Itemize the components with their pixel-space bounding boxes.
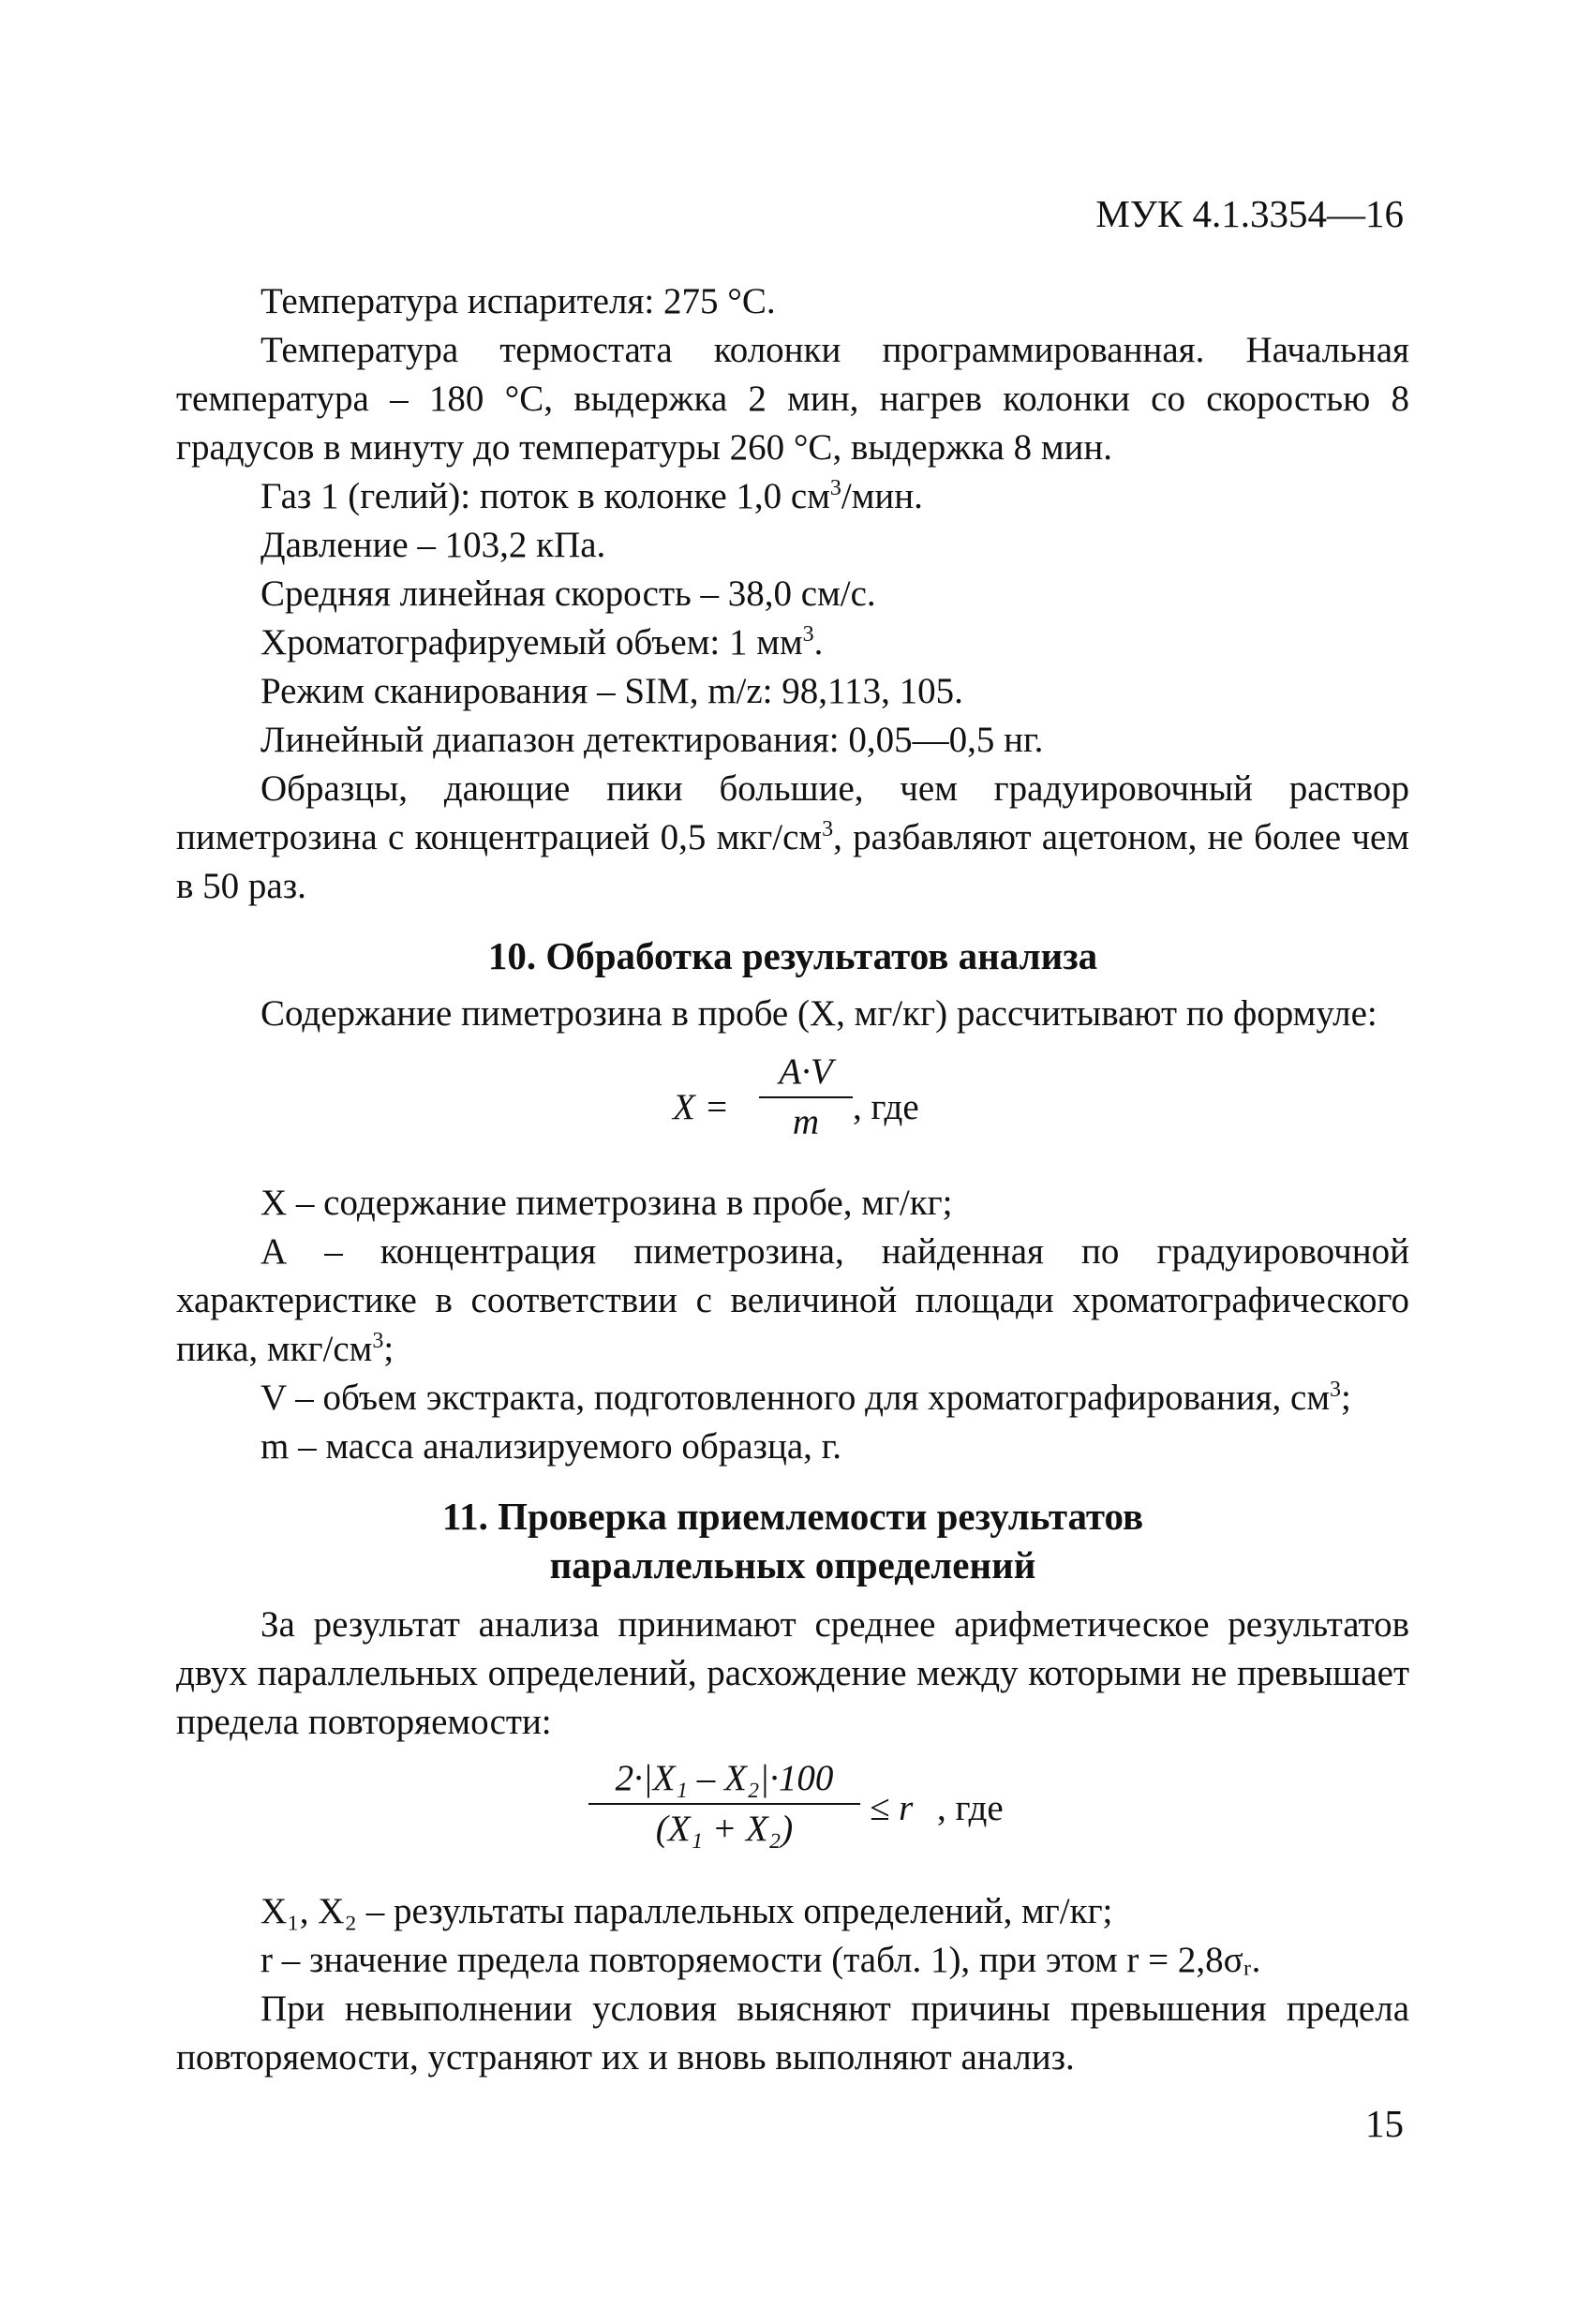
definition-a-end: ; xyxy=(383,1329,395,1369)
injection-volume-line: Хроматографируемый объем: 1 $мм^3$. xyxy=(261,622,824,663)
evaporator-temperature-line: Температура испарителя: 275 °С. xyxy=(261,281,776,321)
formula-x-fraction xyxy=(759,1048,853,1147)
formula-x-numerator: A·V xyxy=(779,1051,833,1092)
definition-v-end: ; xyxy=(1341,1378,1351,1418)
gas-flow-unit-tail: /мин. xyxy=(841,476,923,516)
section-11-heading-line-1: 11. Проверка приемлемости результатов xyxy=(441,1495,1144,1538)
cube-superscript: 3 xyxy=(829,476,841,500)
cube-superscript: 3 xyxy=(802,622,814,647)
gas-flow-line xyxy=(176,472,1409,521)
samples-paragraph xyxy=(176,765,1409,911)
cube-superscript: 3 xyxy=(1330,1378,1341,1402)
samples-text-b: , разбавляют ацетоном, не более чем в 50 раз. xyxy=(176,817,1409,906)
document-code: МУК 4.1.3354—16 xyxy=(1095,192,1404,235)
linear-speed-line: Средняя линейная скорость – 38,0 см/с. xyxy=(261,574,876,614)
formula-repeatability-relation: ≤ r xyxy=(870,1788,914,1828)
scan-mode-line: Режим сканирования – SIM, m/z: 98,113, 105. xyxy=(261,671,963,711)
definition-x: X – содержание пиметрозина в пробе, мг/кг; xyxy=(261,1183,953,1223)
definition-x1-x2: X₁, X₂ – результаты параллельных определений, мг/кг; xyxy=(261,1891,1113,1931)
definition-v xyxy=(176,1374,1409,1423)
section-11-intro: За результат анализа принимают среднее арифметическое результатов двух параллельных определений, расхождение между которыми не превышает предела повторяемости: xyxy=(176,1604,1409,1742)
formula-x-lhs: X = xyxy=(673,1087,729,1127)
formula-repeatability-tail: , где xyxy=(937,1788,1004,1828)
definition-r: r – значение предела повторяемости (табл. 1), при этом r = 2,8σᵣ. xyxy=(261,1940,1261,1980)
cube-superscript: 3 xyxy=(822,817,834,842)
formula-repeatability-denominator: (X₁ + X₂) xyxy=(588,1803,860,1854)
thermostat-paragraph: Температура термостата колонки программированная. Начальная температура – 180 °С, выдержка 2 мин, нагрев колонки со скоростью 8 градусов в минуту до температуры 260 °С, выдержка 8 мин. xyxy=(176,330,1409,468)
definition-m: m – масса анализируемого образца, г. xyxy=(261,1426,841,1467)
definition-v-text: V – объем экстракта, подготовленного для хроматографирования, см xyxy=(261,1378,1330,1418)
formula-repeatability-numerator: 2·|X₁ – X₂|·100 xyxy=(615,1758,834,1798)
section-10-heading: 10. Обработка результатов анализа xyxy=(487,934,1098,977)
linear-range-line: Линейный диапазон детектирования: 0,05—0,5 нг. xyxy=(261,720,1044,760)
formula-repeatability xyxy=(176,1747,1409,1887)
closing-paragraph: При невыполнении условия выясняют причины превышения предела повторяемости, устраняют их и вновь выполняют анализ. xyxy=(176,1989,1409,2078)
section-10-intro: Содержание пиметрозина в пробе (Х, мг/кг) рассчитывают по формуле: xyxy=(261,993,1377,1034)
cube-superscript: 3 xyxy=(372,1329,384,1353)
definition-a xyxy=(176,1228,1409,1374)
page-body xyxy=(176,277,1409,2082)
pressure-line: Давление – 103,2 кПа. xyxy=(261,525,606,565)
definition-a-text: А – концентрация пиметрозина, найденная по градуировочной характеристике в соответствии с величиной площади хроматографического пика, мкг/см xyxy=(176,1231,1409,1369)
formula-x xyxy=(176,1038,1409,1179)
page-number: 15 xyxy=(1365,2102,1404,2145)
injection-volume-text: Хроматографируемый объем: 1 мм xyxy=(261,622,803,663)
formula-repeatability-fraction xyxy=(588,1754,860,1854)
formula-x-denominator: m xyxy=(759,1096,853,1147)
gas-flow-text: Газ 1 (гелий): поток в колонке 1,0 см xyxy=(261,476,830,516)
section-11-heading-line-2: параллельных определений xyxy=(549,1543,1036,1587)
samples-text-a: Образцы, дающие пики большие, чем градуировочный раствор пиметрозина с концентрацией 0,5 мкг/см xyxy=(176,768,1409,857)
formula-x-tail: , где xyxy=(853,1087,919,1127)
